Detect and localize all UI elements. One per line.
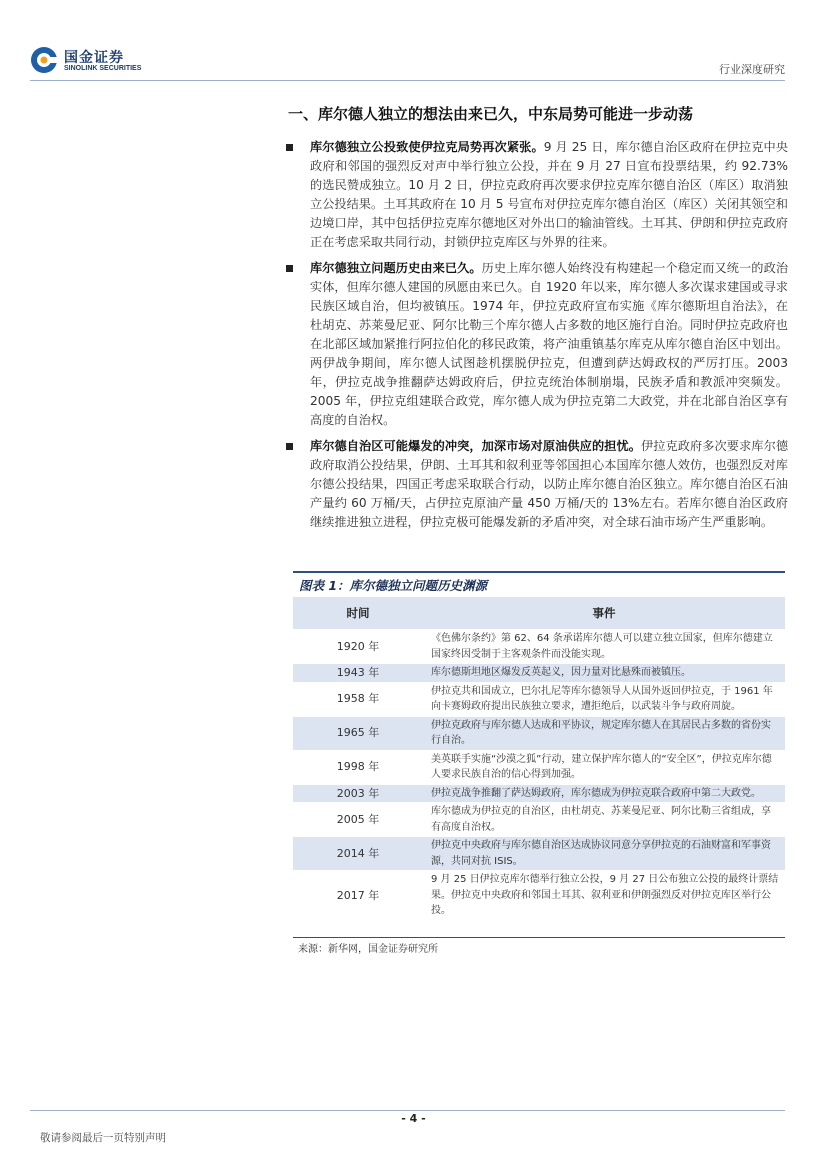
event-cell: 伊拉克共和国成立，巴尔扎尼等库尔德领导人从国外返回伊拉克，于 1961 年向卡赛姆政府提出民族独立要求，遭拒绝后，以武装斗争与政府周旋。: [423, 682, 785, 716]
bullet-list: [286, 138, 788, 539]
column-header-time: 时间: [293, 597, 423, 630]
table-row: [293, 682, 785, 716]
year-cell: 1998 年: [293, 750, 423, 784]
section-title: 一、库尔德人独立的想法由来已久，中东局势可能进一步动荡: [288, 105, 694, 123]
bullet-text: 历史上库尔德人始终没有构建起一个稳定而又统一的政治实体，但库尔德人建国的夙愿由来已久。自 1920 年以来，库尔德人多次谋求建国或寻求民族区域自治，但均被镇压。1974 年，伊拉克政府宣布实施《库尔德斯坦自治法》，在杜胡克、苏莱曼尼亚、阿尔比勒三个库尔德人占多数的地区施行自治。同时伊拉克政府也在北部区域加紧推行阿拉伯化的移民政策，将产油重镇基尔库克从库尔德自治区中划出。两伊战争期间，库尔德人试图趁机摆脱伊拉克，但遭到萨达姆政权的严厉打压。2003 年，伊拉克战争推翻萨达姆政府后，伊拉克统治体制崩塌，民族矛盾和教派冲突频发。2005 年，伊拉克组建联合政党，库尔德人成为伊拉克第二大政党，并在北部自治区享有高度的自治权。: [310, 261, 789, 427]
header-divider: [30, 80, 785, 81]
year-cell: 1920 年: [293, 630, 423, 664]
footer-divider: [30, 1110, 785, 1111]
table-bottom-rule: [293, 937, 785, 938]
event-cell: 伊拉克政府与库尔德人达成和平协议，规定库尔德人在其居民占多数的省份实行自治。: [423, 716, 785, 750]
bullet-lead: 库尔德独立问题历史由来已久。: [310, 261, 482, 275]
table-row: [293, 664, 785, 683]
bullet-text: 伊拉克政府多次要求库尔德政府取消公投结果，伊朗、土耳其和叙利亚等邻国担心本国库尔德人效仿，也强烈反对库尔德公投结果，四国正考虑采取联合行动，以防止库尔德自治区独立。库尔德自治区石油产量约 60 万桶/天，占伊拉克原油产量 450 万桶/天的 13%左右。若库尔德自治区政府继续推进独立进程，伊拉克极可能爆发新的矛盾冲突，对全球石油市场产生严重影响。: [310, 439, 789, 529]
event-cell: 《色佛尔条约》第 62、64 条承诺库尔德人可以建立独立国家，但库尔德建立国家终因受制于主客观条件而没能实现。: [423, 630, 785, 664]
column-header-event: 事件: [423, 597, 785, 630]
bullet-lead: 库尔德独立公投致使伊拉克局势再次紧张。: [310, 140, 544, 154]
figure-title-bar: [293, 571, 785, 598]
disclaimer-note: 敬请参阅最后一页特别声明: [40, 1132, 166, 1144]
table-row: [293, 803, 785, 837]
event-cell: 美英联手实施“沙漠之狐”行动，建立保护库尔德人的“安全区”，伊拉克库尔德人要求民族自治的信心得到加强。: [423, 750, 785, 784]
event-cell: 伊拉克战争推翻了萨达姆政府，库尔德成为伊拉克联合政府中第二大政党。: [423, 784, 785, 803]
year-cell: 2003 年: [293, 784, 423, 803]
bullet-text: 9 月 25 日，库尔德自治区政府在伊拉克中央政府和邻国的强烈反对声中举行独立公投，并在 9 月 27 日宣布投票结果，约 92.73%的选民赞成独立。10 月 2 日，伊拉克政府再次要求伊拉克库尔德自治区（库区）取消独立公投结果。土耳其政府在 10 月 5 号宣布对伊拉克库尔德自治区（库区）关闭其领空和边境口岸，其中包括伊拉克库尔德地区对外出口的输油管线。土耳其、伊朗和伊拉克政府正在考虑采取共同行动，封锁伊拉克库区与外界的往来。: [310, 140, 789, 249]
company-logo: [30, 46, 160, 76]
report-type-label: 行业深度研究: [719, 63, 785, 76]
table-row: [293, 630, 785, 664]
event-cell: 库尔德成为伊拉克的自治区，由杜胡克、苏莱曼尼亚、阿尔比勒三省组成，享有高度自治权。: [423, 803, 785, 837]
bullet-item: [286, 437, 788, 532]
year-cell: 2017 年: [293, 871, 423, 921]
table-header-row: [293, 597, 785, 630]
year-cell: 1965 年: [293, 716, 423, 750]
year-cell: 1943 年: [293, 664, 423, 683]
logo-english-name: SINOLINK SECURITIES: [64, 65, 142, 72]
figure-source: 来源：新华网，国金证券研究所: [298, 944, 438, 955]
table-row: [293, 716, 785, 750]
year-cell: 1958 年: [293, 682, 423, 716]
square-bullet-icon: [286, 265, 293, 272]
logo-chinese-name: 国金证券: [64, 50, 124, 66]
table-row: [293, 871, 785, 921]
square-bullet-icon: [286, 144, 293, 151]
table-row: [293, 837, 785, 871]
bullet-lead: 库尔德自治区可能爆发的冲突，加深市场对原油供应的担忧。: [310, 439, 641, 453]
year-cell: 2014 年: [293, 837, 423, 871]
event-cell: 库尔德斯坦地区爆发反英起义，因力量对比悬殊而被镇压。: [423, 664, 785, 683]
figure-title: 图表 1：库尔德独立问题历史渊源: [299, 578, 488, 593]
page-number: - 4 -: [401, 1112, 426, 1125]
square-bullet-icon: [286, 443, 293, 450]
history-table: [293, 597, 785, 921]
bullet-item: [286, 138, 788, 252]
sinolink-logo-icon: [30, 46, 58, 74]
event-cell: 9 月 25 日伊拉克库尔德举行独立公投，9 月 27 日公布独立公投的最终计票结果。伊拉克中央政府和邻国土耳其、叙利亚和伊朗强烈反对伊拉克库区举行公投。: [423, 871, 785, 921]
year-cell: 2005 年: [293, 803, 423, 837]
event-cell: 伊拉克中央政府与库尔德自治区达成协议同意分享伊拉克的石油财富和军事资源，共同对抗 ISIS。: [423, 837, 785, 871]
table-row: [293, 750, 785, 784]
table-row: [293, 784, 785, 803]
bullet-item: [286, 259, 788, 430]
